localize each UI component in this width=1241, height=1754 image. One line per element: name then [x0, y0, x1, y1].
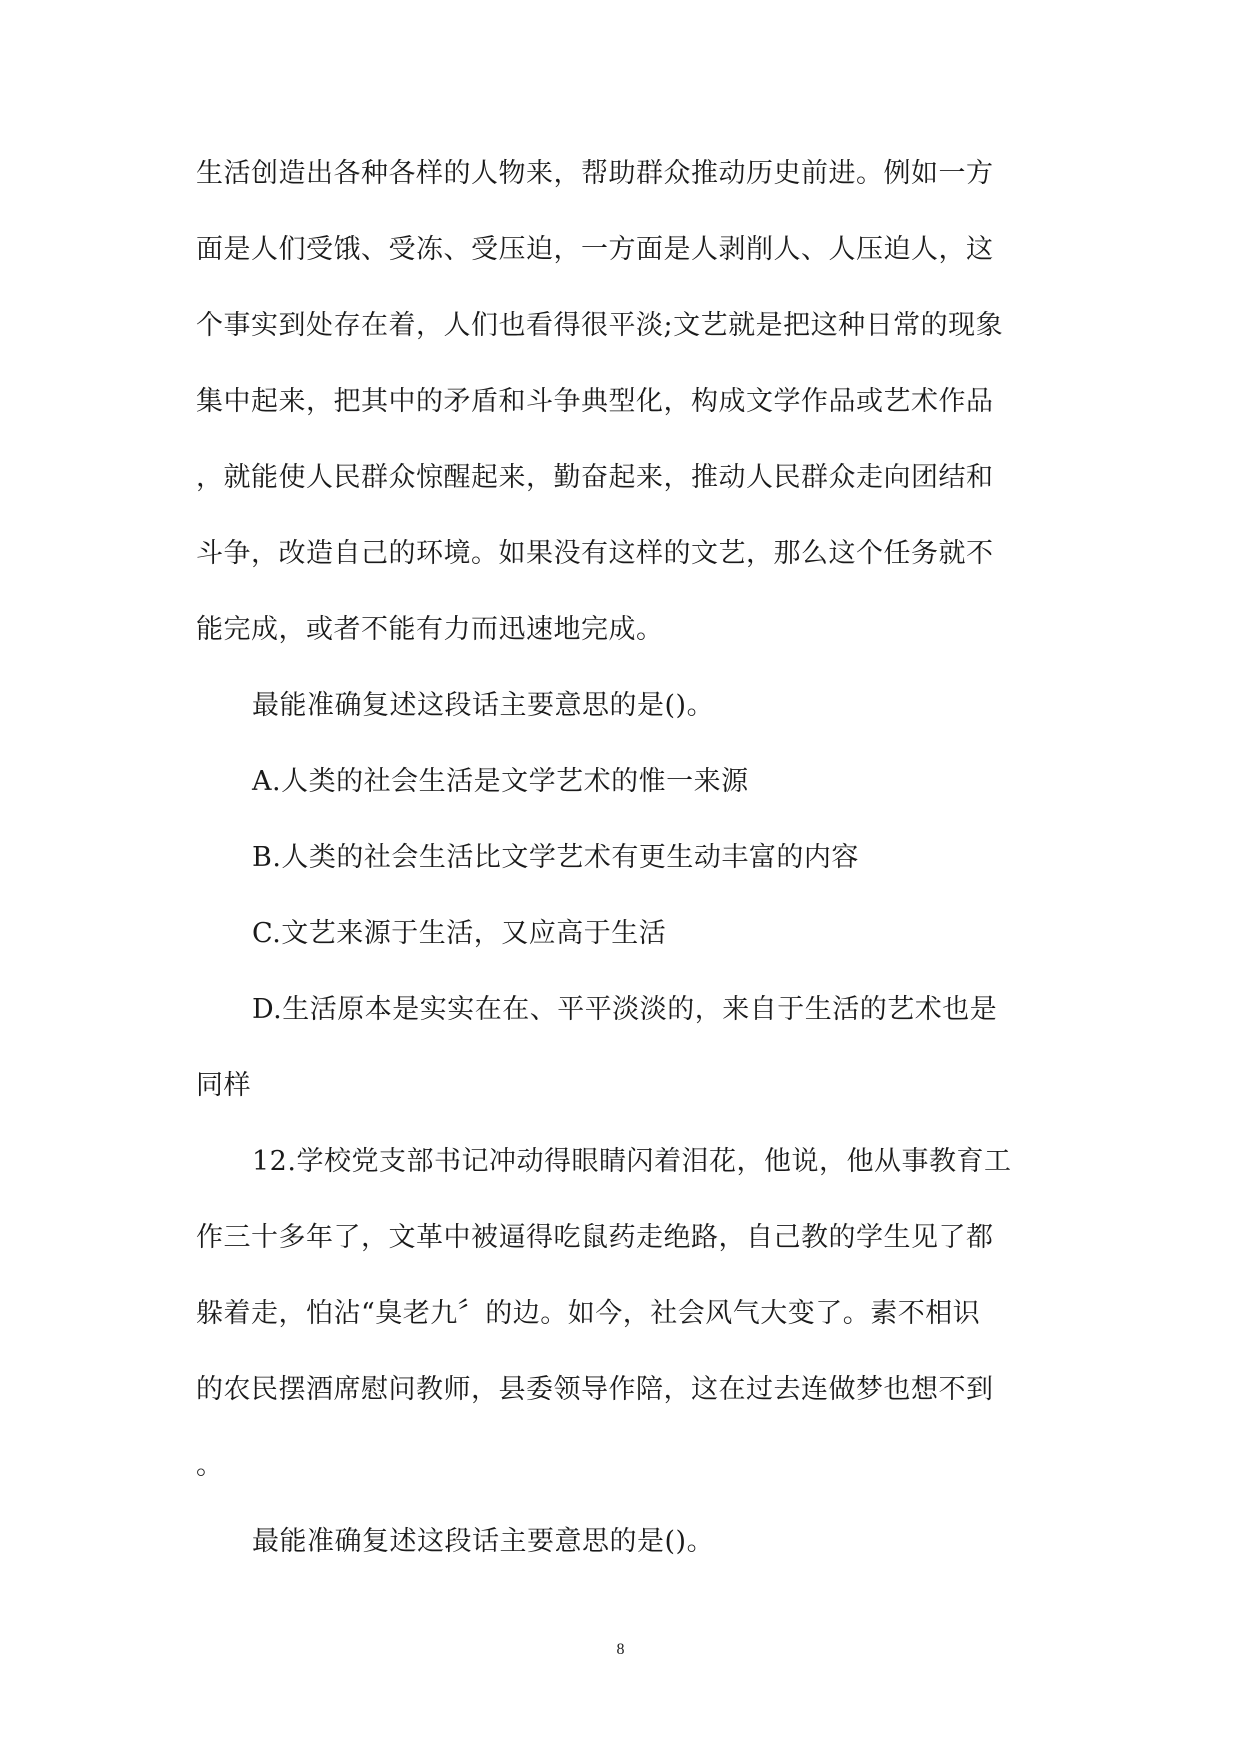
paragraph-line: 。 — [196, 1450, 224, 1481]
paragraph-line: 个事实到处存在着，人们也看得很平淡;文艺就是把这种日常的现象 — [196, 310, 1004, 341]
paragraph-line: 躲着走，怕沾“臭老九〞的边。如今，社会风气大变了。素不相识 — [196, 1298, 981, 1329]
paragraph-line: 斗争，改造自己的环境。如果没有这样的文艺，那么这个任务就不 — [196, 538, 994, 569]
paragraph-line: ，就能使人民群众惊醒起来，勤奋起来，推动人民群众走向团结和 — [196, 462, 994, 493]
option-c: C.文艺来源于生活，又应高于生活 — [252, 918, 667, 949]
paragraph-line: 集中起来，把其中的矛盾和斗争典型化，构成文学作品或艺术作品 — [196, 386, 994, 417]
page-number: 8 — [616, 1641, 625, 1658]
paragraph-line: 的农民摆酒席慰问教师，县委领导作陪，这在过去连做梦也想不到 — [196, 1374, 994, 1405]
question-prompt: 最能准确复述这段话主要意思的是()。 — [252, 1526, 715, 1557]
question-12-line: 12.学校党支部书记冲动得眼睛闪着泪花，他说，他从事教育工 — [252, 1146, 1012, 1177]
paragraph-line: 能完成，或者不能有力而迅速地完成。 — [196, 614, 664, 645]
option-d: D.生活原本是实实在在、平平淡淡的，来自于生活的艺术也是 — [252, 994, 998, 1025]
paragraph-line: 面是人们受饿、受冻、受压迫，一方面是人剥削人、人压迫人，这 — [196, 234, 994, 265]
question-prompt: 最能准确复述这段话主要意思的是()。 — [252, 690, 715, 721]
option-d-continued: 同样 — [196, 1070, 251, 1101]
option-b: B.人类的社会生活比文学艺术有更生动丰富的内容 — [252, 842, 859, 873]
paragraph-line: 作三十多年了，文革中被逼得吃鼠药走绝路，自己教的学生见了都 — [196, 1222, 994, 1253]
paragraph-line: 生活创造出各种各样的人物来，帮助群众推动历史前进。例如一方 — [196, 158, 994, 189]
option-a: A.人类的社会生活是文学艺术的惟一来源 — [252, 766, 749, 797]
